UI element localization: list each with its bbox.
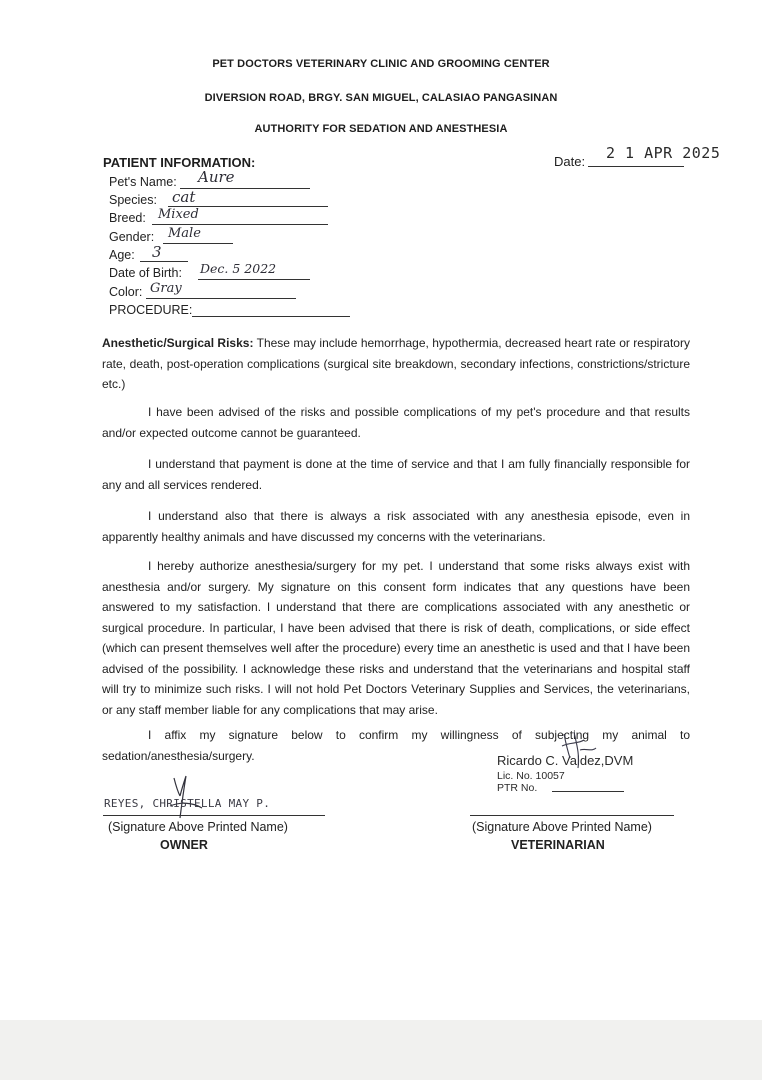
color-value: Gray: [150, 281, 182, 296]
gender-label: Gender:: [109, 230, 155, 244]
vet-role: VETERINARIAN: [511, 838, 605, 852]
dob-line: [198, 279, 310, 280]
risks-text: These may include hemorrhage, hypothermia, decreased heart rate or respiratory rate, death, post-operation complications (surgical site breakdown, secondary infections, constrictions/stricture etc.): [102, 336, 690, 391]
breed-value: Mixed: [158, 207, 199, 222]
color-line: [146, 298, 296, 299]
dob-value: Dec. 5 2022: [200, 261, 277, 276]
species-value: cat: [172, 188, 196, 206]
owner-role: OWNER: [160, 838, 208, 852]
vet-name: Ricardo C. Valdez,DVM: [497, 753, 634, 768]
owner-signature-caption: (Signature Above Printed Name): [108, 820, 288, 834]
risks-label: Anesthetic/Surgical Risks:: [102, 336, 254, 350]
form-title: AUTHORITY FOR SEDATION AND ANESTHESIA: [254, 123, 508, 135]
vet-signature-line: [470, 815, 674, 816]
gender-value: Male: [168, 226, 201, 241]
vet-signature-caption: (Signature Above Printed Name): [472, 820, 652, 834]
dob-label: Date of Birth:: [109, 266, 182, 280]
paragraph-advised: I have been advised of the risks and possible complications of my pet's procedure and that results and/or expected outcome cannot be guaranteed.: [102, 405, 690, 440]
ptr-line: [552, 791, 624, 792]
risks-paragraph: [102, 333, 690, 395]
vet-ptr-label: PTR No.: [497, 782, 538, 794]
patient-info-heading: PATIENT INFORMATION:: [103, 155, 256, 170]
age-value: 3: [152, 243, 162, 261]
procedure-line: [192, 316, 350, 317]
date-line: [588, 166, 684, 167]
vet-signature-scribble: [556, 728, 602, 772]
date-stamp: 2 1 APR 2025: [606, 144, 721, 162]
pet-name-value: Aure: [198, 168, 235, 186]
paragraph-risk-awareness: I understand also that there is always a risk associated with any anesthesia episode, even in apparently healthy animals and have discussed my concerns with the veterinarians.: [102, 509, 690, 544]
scan-margin: [0, 1020, 762, 1080]
clinic-name: PET DOCTORS VETERINARY CLINIC AND GROOMING CENTER: [212, 58, 550, 70]
breed-label: Breed:: [109, 211, 146, 225]
species-label: Species:: [109, 193, 157, 207]
age-label: Age:: [109, 248, 135, 262]
paragraph-affix-signature: I affix my signature below to confirm my willingness of subjecting my animal to sedation/anesthesia/surgery.: [102, 728, 690, 763]
clinic-address: DIVERSION ROAD, BRGY. SAN MIGUEL, CALASIAO PANGASINAN: [204, 92, 558, 104]
pet-name-label: Pet's Name:: [109, 175, 177, 189]
date-label: Date:: [554, 154, 586, 169]
pet-name-line: [180, 188, 310, 189]
breed-line: [152, 224, 328, 225]
age-line: [140, 261, 188, 262]
owner-printed-name: REYES, CHRISTELLA MAY P.: [104, 797, 271, 810]
procedure-label: PROCEDURE:: [109, 303, 193, 317]
paragraph-authorization: I hereby authorize anesthesia/surgery for my pet. I understand that some risks always exist with anesthesia and/or surgery. My signature on this consent form indicates that any questions have been answered to my satisfaction. I understand that there are complications associated with any anesthetic or surgical procedure. In particular, I have been advised that there is risk of death, complications, or side effect (which can present themselves well after the procedure) every time an anesthetic is used and that I have been advised of the possibility. I acknowledge these risks and understand that the veterinarians and hospital staff will try to minimize such risks. I will not hold Pet Doctors Veterinary Supplies and Services, the veterinarians, or any staff member liable for any complications that may arise.: [102, 559, 690, 717]
paragraph-payment: I understand that payment is done at the time of service and that I am fully financially responsible for any and all services rendered.: [102, 457, 690, 492]
gender-line: [163, 243, 233, 244]
owner-signature-line: [103, 815, 325, 816]
color-label: Color:: [109, 285, 143, 299]
vet-license: Lic. No. 10057: [497, 770, 565, 782]
